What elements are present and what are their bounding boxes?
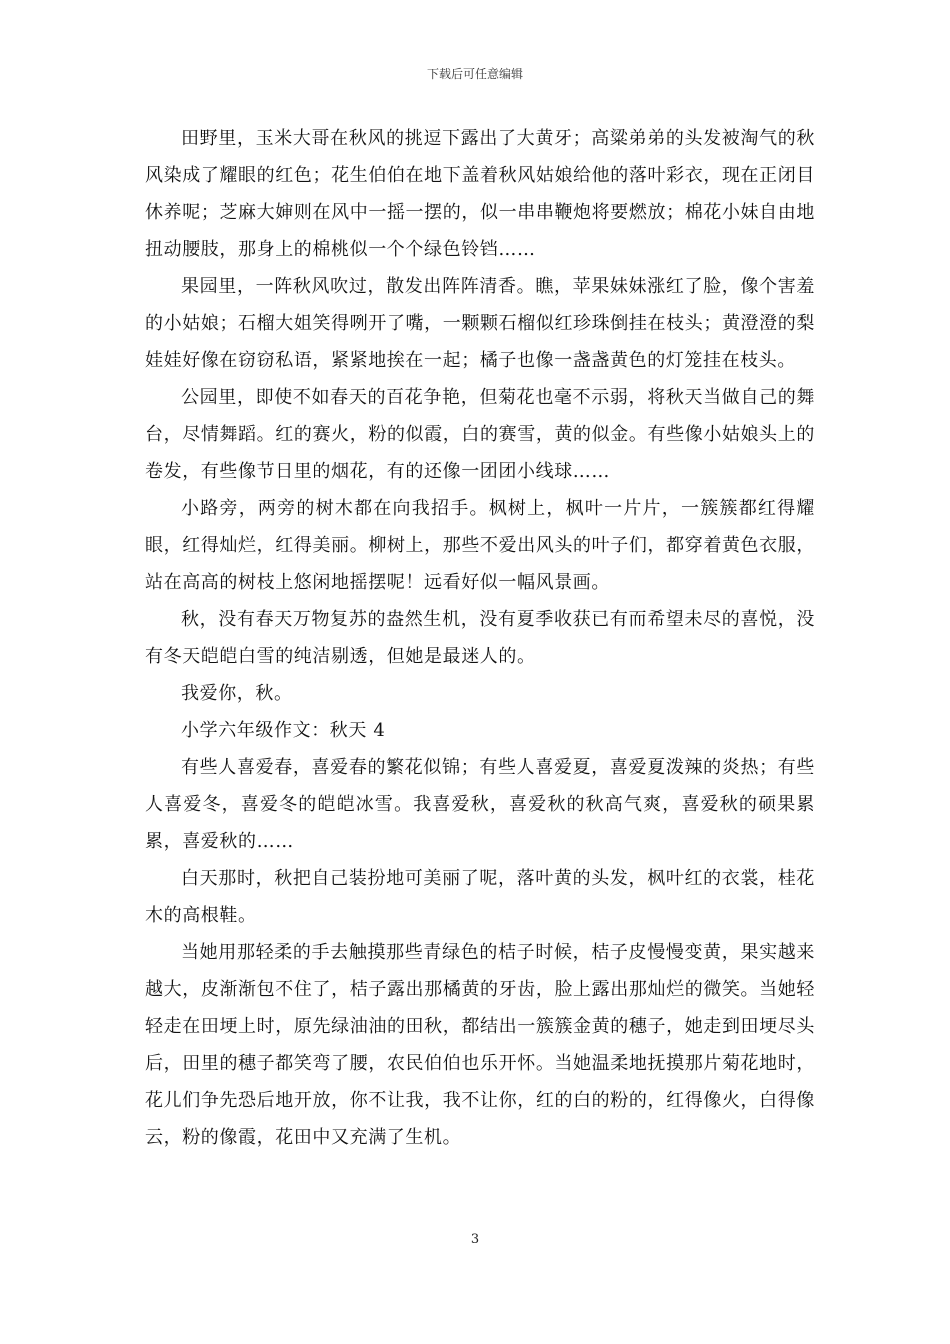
paragraph-touch: 当她用那轻柔的手去触摸那些青绿色的桔子时候，桔子皮慢慢变黄，果实越来越大，皮渐渐包不住了，桔子露出那橘黄的牙齿，脸上露出那灿烂的微笑。当她轻轻走在田埂上时，原先绿油油的田秋，都结出一簇簇金黄的穗子，她走到田埂尽头后，田里的穗子都笑弯了腰，农民伯伯也乐开怀。当她温柔地抚摸那片菊花地时，花儿们争先恐后地开放，你不让我，我不让你，红的白的粉的，红得像火，白得像云，粉的像霞，花田中又充满了生机。 bbox=[145, 942, 815, 1148]
paragraph-orchard: 果园里，一阵秋风吹过，散发出阵阵清香。瞧，苹果妹妹涨红了脸，像个害羞的小姑娘；石榴大姐笑得咧开了嘴，一颗颗石榴似红珍珠倒挂在枝头；黄澄澄的梨娃娃好像在窃窃私语，紧紧地挨在一起；橘子也像一盏盏黄色的灯笼挂在枝头。 bbox=[145, 276, 815, 371]
document-body bbox=[145, 120, 815, 1156]
paragraph-daytime: 白天那时，秋把自己装扮地可美丽了呢，落叶黄的头发，枫叶红的衣裳，桂花木的高根鞋。 bbox=[145, 868, 815, 926]
page-number: 3 bbox=[470, 1232, 480, 1247]
essay-title: 小学六年级作文：秋天 4 bbox=[181, 720, 386, 741]
paragraph-seasons: 有些人喜爱春，喜爱春的繁花似锦；有些人喜爱夏，喜爱夏泼辣的炎热；有些人喜爱冬，喜爱冬的皑皑冰雪。我喜爱秋，喜爱秋的秋高气爽，喜爱秋的硕果累累，喜爱秋的…… bbox=[145, 757, 815, 852]
paragraph-park: 公园里，即使不如春天的百花争艳，但菊花也毫不示弱，将秋天当做自己的舞台，尽情舞蹈。红的赛火，粉的似霞，白的赛雪，黄的似金。有些像小姑娘头上的卷发，有些像节日里的烟花，有的还像一团团小线球…… bbox=[145, 387, 815, 482]
paragraph-fields: 田野里，玉米大哥在秋风的挑逗下露出了大黄牙；高粱弟弟的头发被淘气的秋风染成了耀眼的红色；花生伯伯在地下盖着秋风姑娘给他的落叶彩衣，现在正闭目休养呢；芝麻大婶则在风中一摇一摆的，似一串串鞭炮将要燃放；棉花小妹自由地扭动腰肢，那身上的棉桃似一个个绿色铃铛…… bbox=[145, 128, 815, 260]
page-header: 下载后可任意编辑 bbox=[426, 67, 523, 81]
paragraph-roadside: 小路旁，两旁的树木都在向我招手。枫树上，枫叶一片片，一簇簇都红得耀眼，红得灿烂，红得美丽。柳树上，那些不爱出风头的叶子们，都穿着黄色衣服，站在高高的树枝上悠闲地摇摆呢！远看好似一幅风景画。 bbox=[145, 498, 815, 593]
paragraph-love-autumn: 我爱你，秋。 bbox=[181, 683, 293, 704]
paragraph-autumn-charm: 秋，没有春天万物复苏的盎然生机，没有夏季收获已有而希望未尽的喜悦，没有冬天皑皑白雪的纯洁剔透，但她是最迷人的。 bbox=[145, 609, 815, 667]
